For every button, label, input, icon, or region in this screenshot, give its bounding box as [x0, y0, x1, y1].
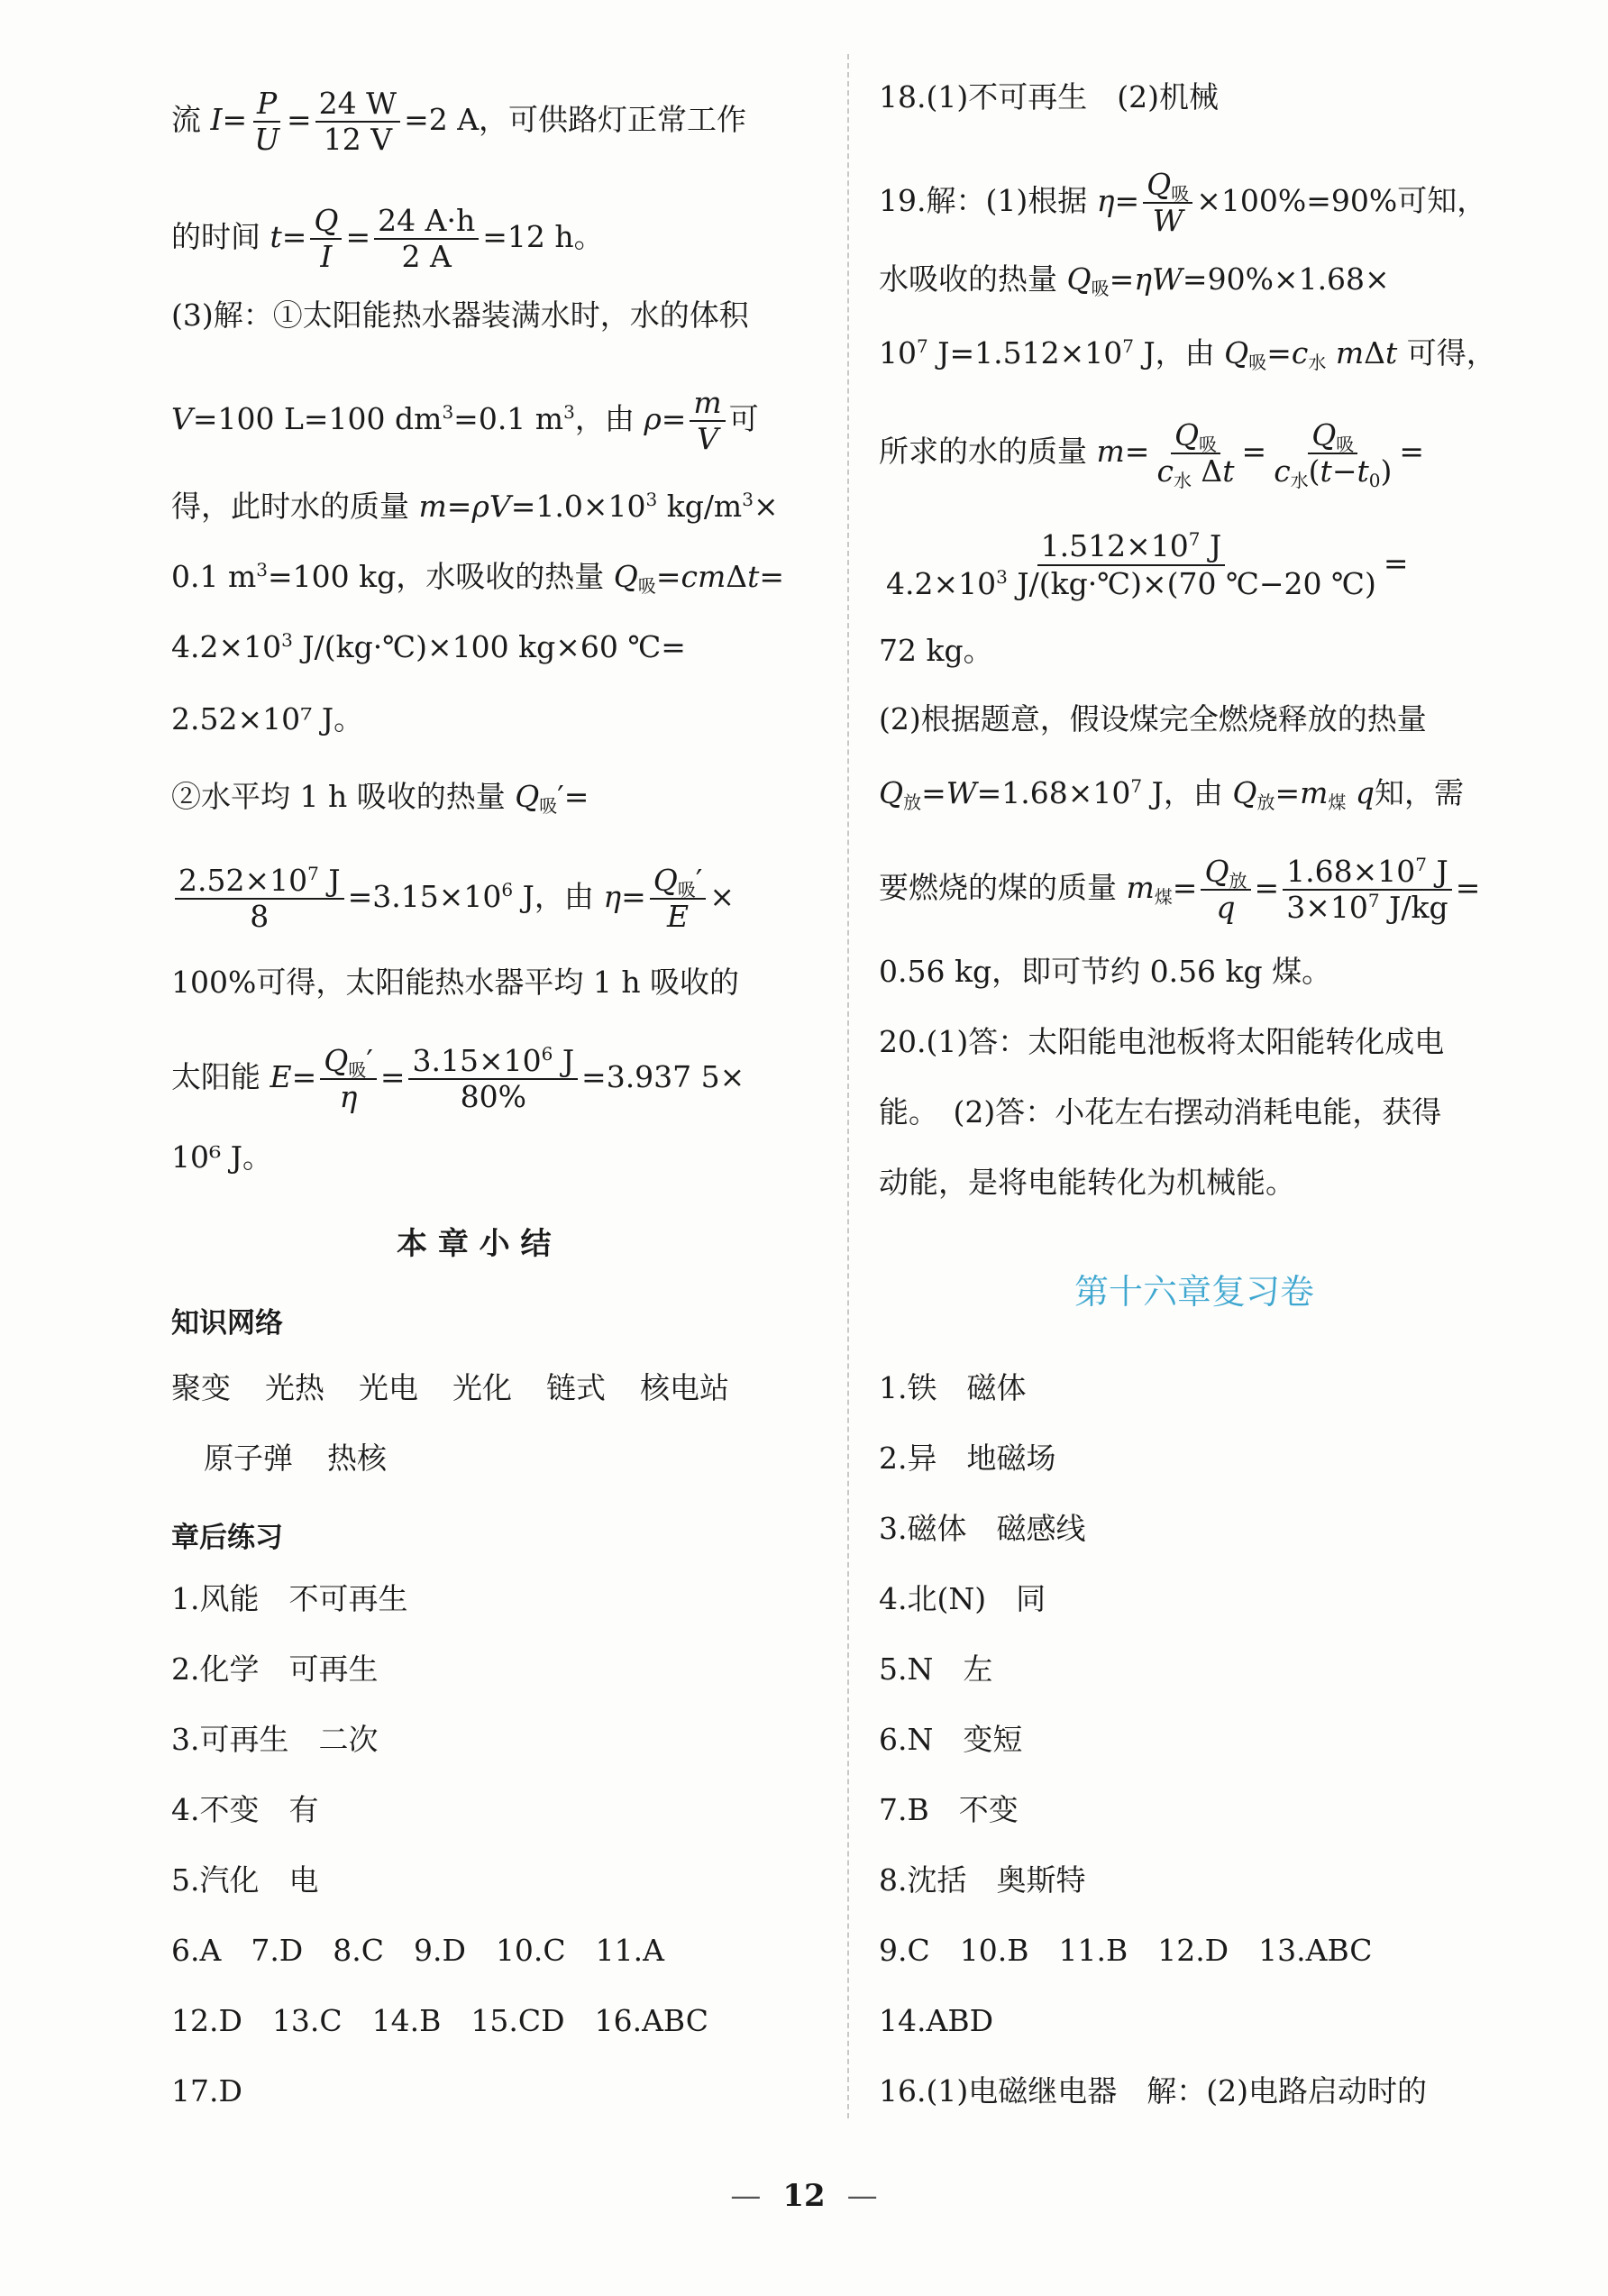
answer-19-line2: 水吸收的热量 $Q_吸=\eta W=90\%\times 1.68\times$	[879, 261, 1390, 299]
knowledge-items: 聚变 光热 光电 光化 链式 核电站	[171, 1370, 729, 1405]
answer-line: 2.化学 可再生	[171, 1651, 379, 1687]
answer-19-line5: $\frac{1.512\times 10^7 J}{4.2\times 10^3 J/(kg\cdot℃)\times(70 ℃-20 ℃)}$ =	[886, 528, 1409, 601]
answer-19-line1: 19.解：(1)根据 η= $\frac{Q_吸}{W}$ ×100%=90%可知，	[879, 167, 1487, 238]
answer-line: 1.风能 不可再生	[171, 1581, 408, 1616]
line-part3: (3)解：①太阳能热水器装满水时，水的体积	[171, 297, 749, 333]
answer-line: 5.N 左	[879, 1651, 993, 1687]
chapter-16-review-title: 第十六章复习卷	[1074, 1272, 1314, 1312]
answer-line: 4.北(N) 同	[879, 1581, 1046, 1616]
answer-line: 2.异 地磁场	[879, 1441, 1056, 1476]
column-divider	[847, 54, 849, 2118]
answer-line: 14.ABD	[879, 2003, 994, 2038]
line-solar-result: 10⁶ J。	[171, 1139, 272, 1175]
answer-line: 4.不变 有	[171, 1792, 319, 1827]
answer-line: 12.D 13.C 14.B 15.CD 16.ABC	[171, 2003, 709, 2038]
answer-18: 18.(1)不可再生 (2)机械	[879, 79, 1219, 114]
answer-line: 17.D	[171, 2073, 242, 2108]
answer-20-line2: 能。 (2)答：小花左右摆动消耗电能，获得	[879, 1094, 1442, 1130]
answer-line: 3.可再生 二次	[171, 1722, 379, 1757]
answer-19-line4: 所求的水的质量 m= $\frac{Q_吸}{c_水 \Delta t}$ = $\frac{Q_吸}{c_水(t-t_0)}$ =	[879, 417, 1424, 491]
knowledge-network-title: 知识网络	[171, 1307, 283, 1340]
answer-line: 16.(1)电磁继电器 解：(2)电路启动时的	[879, 2073, 1427, 2108]
line-part3-2: ②水平均 1 h 吸收的热量 $Q_吸'=$	[171, 779, 589, 817]
chapter-practice-title: 章后练习	[171, 1522, 283, 1554]
line-heat-calc: $4.2\times 10^3$ J/(kg·℃)×100 kg×60 ℃=	[171, 629, 686, 664]
page-number: — 12 —	[730, 2178, 878, 2214]
knowledge-items-2: 原子弹 热核	[204, 1441, 387, 1476]
line-time: 的时间 t= $\frac{Q}{I}$ = $\frac{24 A\cdot h}{2 A}$ =12 h。	[171, 203, 604, 274]
answer-19-part2: (2)根据题意，假设煤完全燃烧释放的热量	[879, 701, 1427, 736]
line-solar-energy: 太阳能 E= $\frac{Q_吸'}{\eta}$ = $\frac{3.15\times 10^6 J}{80\%}$ =3.937 5×	[171, 1043, 745, 1114]
line-mass: 得，此时水的质量 $m=\rho V=1.0\times 10^3$ $kg/m^3\times$	[171, 489, 779, 524]
answer-line: 1.铁 磁体	[879, 1370, 1027, 1405]
line-efficiency: $\frac{2.52\times 10^7 J}{8}$ $=3.15\times 10^6$ J，由 η= $\frac{Q_吸'}{E}$ ×	[171, 864, 735, 934]
answer-line: 6.N 变短	[879, 1722, 1023, 1757]
answer-19-part2-line3: 要燃烧的煤的质量 $m_煤=$ $\frac{Q_放}{q}$ = $\frac{1.68\times 10^7 J}{3\times 10^7 J/kg}$ =	[879, 854, 1481, 925]
answer-19-line3: $10^7$ $J=1.512\times 10^7$ J，由 $Q_吸=c_水$ mΔt 可得，	[879, 335, 1496, 373]
answer-line: 5.汽化 电	[171, 1862, 319, 1898]
answer-line: 6.A 7.D 8.C 9.D 10.C 11.A	[171, 1933, 664, 1968]
line-heat: 0.1 $m^3=100$ kg，水吸收的热量 $Q_吸=cm\Delta t=$	[171, 559, 785, 597]
answer-line: 3.磁体 磁感线	[879, 1511, 1086, 1546]
answer-19-part2-result: 0.56 kg，即可节约 0.56 kg 煤。	[879, 954, 1332, 989]
line-heat-result: 2.52×10⁷ J。	[171, 701, 364, 736]
answer-line: 9.C 10.B 11.B 12.D 13.ABC	[879, 1933, 1373, 1968]
answer-19-part2-line2: $Q_放=W=1.68\times 10^7$ J，由 $Q_放=m_煤$ q知，需	[879, 775, 1465, 813]
answer-line: 8.沈括 奥斯特	[879, 1862, 1086, 1898]
line-hourly: 100%可得，太阳能热水器平均 1 h 吸收的	[171, 965, 740, 1000]
answer-20-line1: 20.(1)答：太阳能电池板将太阳能转化成电	[879, 1024, 1445, 1059]
answer-line: 7.B 不变	[879, 1792, 1019, 1827]
line-volume: V=100 L=100 $dm^3=0.1$ $m^3$，由 ρ= $\frac{m}{V}$ 可	[171, 385, 759, 456]
line-current: 流 I= $\frac{P}{U}$ = $\frac{24 W}{12 V}$ =2 A，可供路灯正常工作	[171, 86, 747, 157]
answer-19-result: 72 kg。	[879, 633, 993, 668]
answer-20-line3: 动能，是将电能转化为机械能。	[879, 1165, 1295, 1200]
chapter-summary-title: 本 章 小 结	[397, 1226, 552, 1262]
